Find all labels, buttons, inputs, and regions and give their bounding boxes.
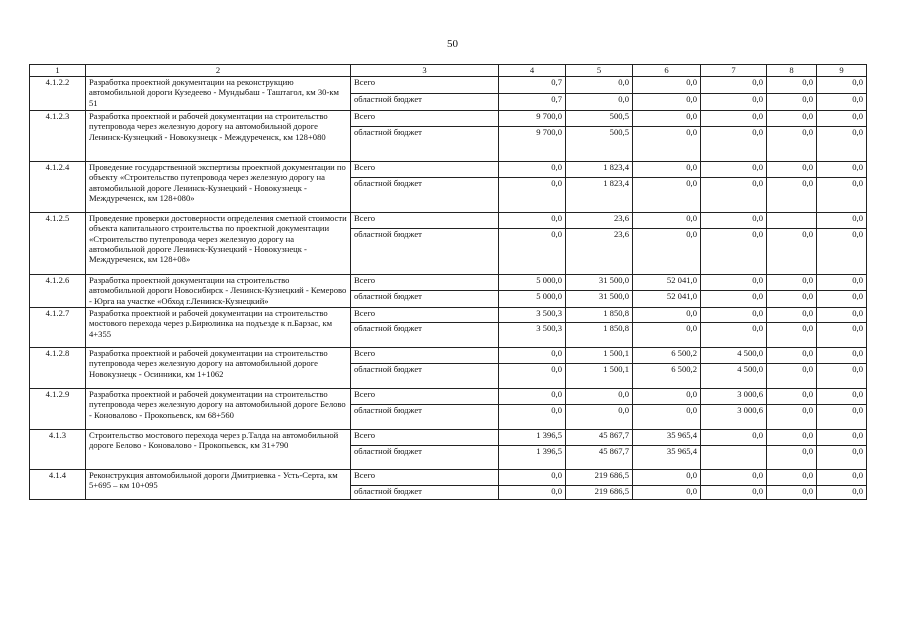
item-code: 4.1.2.8 [30,348,86,389]
funding-source: Всего [351,162,499,178]
amount-cell: 3 000,6 [701,389,767,405]
amount-cell: 35 965,4 [633,430,701,446]
table-row-total [30,213,867,229]
amount-cell: 0,0 [767,323,817,348]
amount-cell: 31 500,0 [566,275,633,291]
funding-source: областной бюджет [351,323,499,348]
item-name: Разработка проектной документации на строительство автомобильной дороги Новосибирск - Ленинск-Кузнецкий - Кемерово - Юрга на участке «Обход г.Ленинск-Кузнецкий» [86,275,351,308]
amount-cell: 0,0 [817,348,867,364]
amount-cell: 9 700,0 [499,127,566,162]
amount-cell: 3 000,6 [701,405,767,430]
amount-cell: 45 867,7 [566,446,633,470]
amount-cell: 0,0 [767,111,817,127]
table-row-total [30,77,867,94]
column-number: 5 [566,65,633,77]
amount-cell: 0,0 [767,405,817,430]
item-name: Строительство мостового перехода через р.Талда на автомобильной дороге Белово - Коновалово - Прокопьевск, км 31+790 [86,430,351,470]
amount-cell: 0,0 [633,94,701,111]
amount-cell: 3 500,3 [499,323,566,348]
amount-cell: 0,0 [701,127,767,162]
amount-cell: 0,0 [499,178,566,213]
column-number: 1 [30,65,86,77]
item-name: Разработка проектной и рабочей документации на строительство путепровода через железную дорогу на автомобильной дороге Новокузнецк - Осинники, км 1+1062 [86,348,351,389]
funding-source: Всего [351,275,499,291]
amount-cell: 0,0 [817,308,867,323]
amount-cell: 0,0 [701,323,767,348]
item-name: Разработка проектной и рабочей документации на строительство путепровода через железную дорогу на автомобильной дороге Белово - Коновалово - Прокопьевск, км 68+560 [86,389,351,430]
amount-cell: 0,0 [817,323,867,348]
amount-cell: 0,0 [701,291,767,308]
amount-cell: 0,0 [701,486,767,500]
table-row-total [30,308,867,323]
amount-cell: 0,0 [633,178,701,213]
amount-cell: 0,0 [566,405,633,430]
funding-source: областной бюджет [351,127,499,162]
table-row-total [30,430,867,446]
amount-cell: 0,0 [817,213,867,229]
amount-cell: 0,0 [817,405,867,430]
amount-cell: 0,0 [817,389,867,405]
amount-cell: 0,0 [817,127,867,162]
amount-cell: 0,0 [767,389,817,405]
amount-cell: 0,0 [633,111,701,127]
column-number: 6 [633,65,701,77]
item-name: Разработка проектной документации на реконструкцию автомобильной дороги Кузедеево - Мундыбаш - Таштагол, км 30-км 51 [86,77,351,111]
amount-cell: 0,0 [499,486,566,500]
amount-cell: 0,0 [701,308,767,323]
amount-cell: 0,0 [817,470,867,486]
amount-cell: 0,0 [633,308,701,323]
amount-cell: 0,0 [499,348,566,364]
amount-cell: 0,0 [817,229,867,275]
column-number: 4 [499,65,566,77]
amount-cell: 0,0 [701,275,767,291]
amount-cell: 0,0 [767,446,817,470]
funding-source: областной бюджет [351,364,499,389]
amount-cell: 0,7 [499,77,566,94]
amount-cell: 0,0 [633,77,701,94]
amount-cell: 0,0 [499,470,566,486]
amount-cell: 0,0 [817,275,867,291]
amount-cell: 0,0 [817,364,867,389]
amount-cell: 0,0 [817,94,867,111]
amount-cell: 0,0 [701,470,767,486]
amount-cell: 6 500,2 [633,364,701,389]
amount-cell: 1 823,4 [566,162,633,178]
amount-cell: 0,0 [767,127,817,162]
funding-source: Всего [351,213,499,229]
item-code: 4.1.2.3 [30,111,86,162]
amount-cell: 1 500,1 [566,364,633,389]
amount-cell: 0,0 [817,111,867,127]
column-number-row [30,65,867,77]
item-code: 4.1.2.4 [30,162,86,213]
amount-cell: 0,0 [817,446,867,470]
funding-source: Всего [351,389,499,405]
item-code: 4.1.2.5 [30,213,86,275]
column-number: 8 [767,65,817,77]
table-row-total [30,111,867,127]
amount-cell: 0,0 [701,162,767,178]
amount-cell: 1 396,5 [499,446,566,470]
amount-cell: 5 000,0 [499,291,566,308]
amount-cell: 0,0 [767,364,817,389]
amount-cell: 0,0 [701,430,767,446]
funding-source: областной бюджет [351,446,499,470]
amount-cell: 0,0 [701,77,767,94]
column-number: 2 [86,65,351,77]
table-body [30,77,867,500]
funding-source: Всего [351,308,499,323]
amount-cell: 0,0 [633,405,701,430]
item-name: Проведение государственной экспертизы проектной документации по объекту «Строительство путепровода через железную дорогу на автомобильной дороге Ленинск-Кузнецкий - Новокузнецк - Междуреченск, км 128+080» [86,162,351,213]
page-number: 50 [447,38,458,50]
amount-cell: 0,0 [767,178,817,213]
item-code: 4.1.2.9 [30,389,86,430]
amount-cell: 0,0 [633,213,701,229]
amount-cell: 52 041,0 [633,275,701,291]
funding-source: областной бюджет [351,405,499,430]
amount-cell [701,446,767,470]
amount-cell: 0,0 [817,430,867,446]
item-name: Разработка проектной и рабочей документации на строительство путепровода через железную дорогу на автомобильной дороге Ленинск-Кузнецкий - Новокузнецк - Междуреченск, км 128+080 [86,111,351,162]
amount-cell: 0,7 [499,94,566,111]
amount-cell: 0,0 [499,229,566,275]
amount-cell: 0,0 [499,162,566,178]
column-number: 7 [701,65,767,77]
amount-cell: 0,0 [767,291,817,308]
amount-cell: 0,0 [701,213,767,229]
amount-cell: 0,0 [817,291,867,308]
funding-source: Всего [351,470,499,486]
amount-cell: 1 396,5 [499,430,566,446]
amount-cell: 1 823,4 [566,178,633,213]
amount-cell: 31 500,0 [566,291,633,308]
funding-source: Всего [351,430,499,446]
amount-cell: 23,6 [566,229,633,275]
item-name: Разработка проектной и рабочей документации на строительство мостового перехода через р.Бирюлинка на подъезде к п.Барзас, км 4+355 [86,308,351,348]
amount-cell: 4 500,0 [701,348,767,364]
amount-cell: 0,0 [633,389,701,405]
amount-cell: 0,0 [767,470,817,486]
amount-cell: 0,0 [701,111,767,127]
amount-cell: 0,0 [767,275,817,291]
funding-source: Всего [351,111,499,127]
amount-cell: 0,0 [633,229,701,275]
funding-source: областной бюджет [351,178,499,213]
item-name: Проведение проверки достоверности определения сметной стоимости объекта капитального строительства по проектной документации «Строительство путепровода через железную дорогу на автомобильной дороге Ленинск-Кузнецкий - Новокузнецк - Междуреченск, км 128+08» [86,213,351,275]
funding-source: областной бюджет [351,94,499,111]
amount-cell: 0,0 [701,94,767,111]
amount-cell: 1 500,1 [566,348,633,364]
amount-cell: 45 867,7 [566,430,633,446]
column-number: 9 [817,65,867,77]
amount-cell: 219 686,5 [566,470,633,486]
item-name: Реконструкция автомобильной дороги Дмитриевка - Усть-Серта, км 5+695 – км 10+095 [86,470,351,500]
amount-cell: 5 000,0 [499,275,566,291]
funding-source: областной бюджет [351,291,499,308]
item-code: 4.1.2.7 [30,308,86,348]
amount-cell: 0,0 [701,178,767,213]
amount-cell: 6 500,2 [633,348,701,364]
funding-source: Всего [351,348,499,364]
item-code: 4.1.4 [30,470,86,500]
table-row-total [30,162,867,178]
amount-cell: 0,0 [566,389,633,405]
amount-cell: 0,0 [566,94,633,111]
amount-cell: 4 500,0 [701,364,767,389]
amount-cell: 0,0 [767,77,817,94]
funding-source: областной бюджет [351,229,499,275]
funding-source: областной бюджет [351,486,499,500]
amount-cell: 1 850,8 [566,308,633,323]
amount-cell: 500,5 [566,127,633,162]
table-row-total [30,470,867,486]
amount-cell: 23,6 [566,213,633,229]
amount-cell: 219 686,5 [566,486,633,500]
amount-cell [767,213,817,229]
amount-cell: 0,0 [633,162,701,178]
amount-cell: 35 965,4 [633,446,701,470]
budget-table [29,64,867,500]
amount-cell: 0,0 [767,348,817,364]
amount-cell: 0,0 [633,127,701,162]
amount-cell: 500,5 [566,111,633,127]
amount-cell: 0,0 [817,178,867,213]
amount-cell: 0,0 [767,162,817,178]
amount-cell: 0,0 [499,405,566,430]
amount-cell: 0,0 [633,470,701,486]
amount-cell: 0,0 [701,229,767,275]
amount-cell: 1 850,8 [566,323,633,348]
amount-cell: 0,0 [817,77,867,94]
table-row-total [30,348,867,364]
amount-cell: 0,0 [499,389,566,405]
amount-cell: 0,0 [499,213,566,229]
item-code: 4.1.2.2 [30,77,86,111]
amount-cell: 0,0 [767,430,817,446]
amount-cell: 0,0 [566,77,633,94]
amount-cell: 0,0 [767,94,817,111]
amount-cell: 0,0 [767,486,817,500]
amount-cell: 0,0 [817,486,867,500]
column-number: 3 [351,65,499,77]
amount-cell: 0,0 [633,486,701,500]
amount-cell: 3 500,3 [499,308,566,323]
table-row-total [30,275,867,291]
item-code: 4.1.3 [30,430,86,470]
amount-cell: 0,0 [633,323,701,348]
table-row-total [30,389,867,405]
item-code: 4.1.2.6 [30,275,86,308]
amount-cell: 0,0 [767,229,817,275]
amount-cell: 9 700,0 [499,111,566,127]
amount-cell: 52 041,0 [633,291,701,308]
amount-cell: 0,0 [499,364,566,389]
funding-source: Всего [351,77,499,94]
amount-cell: 0,0 [817,162,867,178]
amount-cell: 0,0 [767,308,817,323]
